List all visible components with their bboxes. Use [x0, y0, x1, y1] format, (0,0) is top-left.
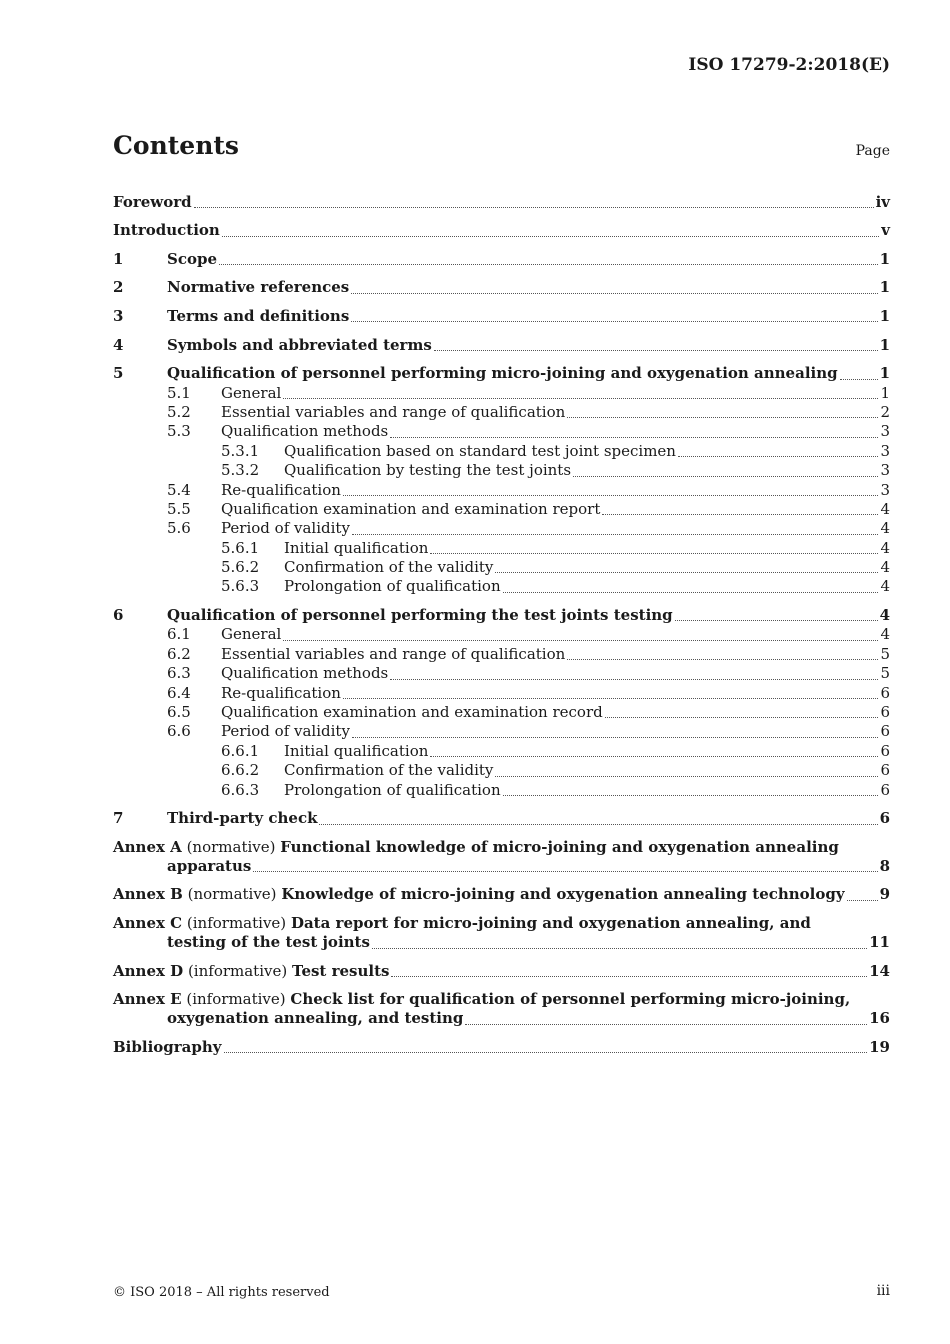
annex-label: Annex E — [113, 990, 182, 1008]
dot-leader — [567, 659, 878, 660]
toc-number: 7 — [113, 809, 124, 828]
toc-title: Period of validity — [221, 722, 350, 741]
toc-title: Foreword — [113, 192, 192, 211]
toc-title: Qualification of personnel performing the test joints testing — [167, 606, 673, 625]
annex-kind: (informative) — [187, 961, 288, 980]
toc-title: Terms and definitions — [167, 306, 350, 325]
dot-leader — [351, 321, 877, 322]
annex-kind: (normative) — [186, 837, 276, 856]
toc-entry-5-5[interactable] — [113, 500, 890, 519]
dot-leader — [503, 795, 879, 796]
toc-entry-6-6-3[interactable] — [113, 781, 890, 800]
toc-entry-6-3[interactable] — [113, 664, 890, 683]
toc-page: 3 — [880, 461, 890, 480]
annex-title: Data report for micro-joining and oxygenation annealing, and — [290, 913, 811, 932]
toc-page: 3 — [880, 441, 890, 460]
toc-page: iv — [875, 192, 890, 211]
toc-title: Re-qualification — [221, 480, 341, 499]
toc-page: 5 — [880, 644, 890, 663]
toc-title: Initial qualification — [284, 741, 429, 760]
toc-title: Initial qualification — [284, 538, 429, 557]
dot-leader — [343, 698, 879, 699]
toc-page: 6 — [880, 683, 890, 702]
toc-entry-section-6[interactable] — [113, 597, 890, 626]
annex-title: Check list for qualification of personnel performing micro-joining, — [290, 990, 851, 1008]
toc-number: 1 — [113, 249, 124, 268]
toc-page: 4 — [880, 558, 890, 577]
toc-title: Qualification methods — [221, 422, 389, 441]
toc-entry-scope[interactable] — [113, 241, 890, 270]
toc-page: 6 — [880, 780, 890, 799]
toc-entry-annex-e[interactable] — [113, 981, 890, 1029]
dot-leader — [495, 776, 878, 777]
page-column-label: Page — [855, 143, 890, 159]
annex-label: Annex B — [113, 885, 183, 904]
toc-page: 6 — [879, 809, 890, 828]
toc-number: 5.5 — [167, 499, 191, 518]
toc-entry-5-3-1[interactable] — [113, 442, 890, 461]
toc-number: 2 — [113, 278, 124, 297]
dot-leader — [573, 476, 878, 477]
toc-entry-annex-c[interactable] — [113, 905, 890, 953]
toc-number: 6.2 — [167, 644, 191, 663]
toc-title: Scope — [167, 249, 218, 268]
toc-page: 4 — [880, 538, 890, 557]
toc-title: Period of validity — [221, 519, 350, 538]
toc-title: Re-qualification — [221, 683, 341, 702]
toc-title: Essential variables and range of qualification — [221, 402, 566, 421]
toc-title: Prolongation of qualification — [284, 577, 501, 596]
toc-title: Bibliography — [113, 1037, 222, 1056]
toc-entry-6-1[interactable] — [113, 625, 890, 644]
toc-page: 1 — [879, 306, 890, 325]
table-of-contents — [113, 186, 890, 1057]
toc-entry-6-6-2[interactable] — [113, 761, 890, 780]
dot-leader — [319, 824, 877, 825]
annex-title: Test results — [292, 961, 390, 980]
toc-number: 6.5 — [167, 703, 191, 721]
toc-entry-5-4[interactable] — [113, 481, 890, 500]
toc-page: 1 — [879, 278, 890, 297]
annex-title: Functional knowledge of micro-joining and oxygenation annealing — [280, 837, 839, 856]
toc-number: 5.3 — [167, 422, 191, 441]
dot-leader — [675, 620, 878, 621]
toc-title: Confirmation of the validity — [284, 761, 494, 780]
toc-title: Third-party check — [167, 809, 318, 828]
toc-number: 5.3.2 — [221, 461, 260, 480]
toc-number: 3 — [113, 306, 124, 325]
toc-entry-5-6-2[interactable] — [113, 558, 890, 577]
annex-label: Annex D — [113, 961, 184, 980]
toc-number: 4 — [113, 335, 124, 354]
dot-leader — [283, 398, 878, 399]
dot-leader — [465, 1024, 867, 1025]
dot-leader — [283, 640, 878, 641]
annex-title-continued: oxygenation annealing, and testing — [167, 1009, 464, 1028]
toc-number: 6 — [113, 606, 124, 625]
dot-leader — [224, 1052, 868, 1053]
toc-title: Qualification examination and examination report — [221, 499, 601, 518]
annex-title: Knowledge of micro-joining and oxygenation annealing technology — [281, 885, 845, 904]
toc-page: 6 — [880, 722, 890, 741]
annex-title-continued: testing of the test joints — [167, 933, 370, 952]
toc-page: 4 — [880, 519, 890, 538]
toc-entry-5-6[interactable] — [113, 519, 890, 538]
toc-entry-section-5[interactable] — [113, 355, 890, 384]
dot-leader — [567, 417, 878, 418]
dot-leader — [503, 592, 879, 593]
toc-entry-foreword[interactable] — [113, 186, 890, 212]
toc-number: 6.6.3 — [221, 780, 260, 799]
toc-page: 9 — [879, 885, 890, 904]
toc-number: 5.6 — [167, 519, 191, 538]
toc-entry-6-4[interactable] — [113, 684, 890, 703]
dot-leader — [352, 534, 879, 535]
annex-kind: (informative) — [186, 913, 287, 932]
toc-title: Qualification by testing the test joints — [284, 461, 572, 480]
toc-number: 5.6.2 — [221, 558, 260, 577]
toc-entry-section-7[interactable] — [113, 800, 890, 829]
toc-title: Essential variables and range of qualification — [221, 644, 566, 663]
toc-page: 1 — [879, 335, 890, 354]
toc-page: 4 — [879, 606, 890, 625]
dot-leader — [605, 717, 879, 718]
dot-leader — [194, 207, 874, 208]
toc-title: General — [221, 625, 282, 644]
toc-page: v — [881, 221, 890, 240]
toc-page: 3 — [880, 422, 890, 441]
toc-entry-5-3-2[interactable] — [113, 461, 890, 480]
dot-leader — [352, 737, 879, 738]
toc-entry-5-2[interactable] — [113, 403, 890, 422]
toc-entry-symbols[interactable] — [113, 326, 890, 355]
annex-label: Annex A — [113, 837, 182, 856]
toc-title: Qualification methods — [221, 664, 389, 683]
toc-entry-terms-definitions[interactable] — [113, 298, 890, 327]
toc-page: 1 — [879, 249, 890, 268]
toc-number: 5 — [113, 364, 124, 383]
toc-number: 6.6 — [167, 722, 191, 741]
toc-page: 16 — [869, 1009, 890, 1028]
dot-leader — [495, 572, 878, 573]
toc-entry-5-6-1[interactable] — [113, 539, 890, 558]
toc-entry-5-6-3[interactable] — [113, 577, 890, 596]
toc-title: Introduction — [113, 221, 220, 240]
toc-page: 1 — [880, 383, 890, 402]
dot-leader — [343, 495, 879, 496]
toc-number: 5.6.3 — [221, 577, 260, 596]
dot-leader — [372, 948, 867, 949]
dot-leader — [222, 236, 879, 237]
toc-title: Qualification examination and examination record — [221, 703, 603, 721]
toc-entry-annex-a[interactable] — [113, 829, 890, 877]
toc-title: Normative references — [167, 278, 350, 297]
toc-page: 14 — [869, 961, 890, 980]
toc-entry-annex-d[interactable] — [113, 953, 890, 981]
toc-entry-6-2[interactable] — [113, 645, 890, 664]
dot-leader — [847, 900, 878, 901]
toc-page: 11 — [869, 933, 890, 952]
toc-page: 2 — [880, 402, 890, 421]
dot-leader — [253, 871, 877, 872]
annex-kind: (informative) — [186, 990, 286, 1008]
toc-title: Qualification of personnel performing micro-joining and oxygenation annealing — [167, 364, 838, 383]
dot-leader — [390, 679, 878, 680]
dot-leader — [219, 264, 878, 265]
toc-title: Prolongation of qualification — [284, 780, 501, 799]
toc-number: 6.6.1 — [221, 741, 260, 760]
toc-entry-bibliography[interactable] — [113, 1029, 890, 1057]
document-id: ISO 17279-2:2018(E) — [688, 55, 890, 75]
toc-number: 6.6.2 — [221, 761, 260, 780]
dot-leader — [602, 514, 878, 515]
dot-leader — [434, 350, 878, 351]
toc-title: Qualification based on standard test joint specimen — [284, 441, 676, 460]
toc-title: Symbols and abbreviated terms — [167, 335, 432, 354]
toc-entry-6-6[interactable] — [113, 722, 890, 741]
toc-number: 5.2 — [167, 402, 191, 421]
toc-number: 5.1 — [167, 383, 191, 402]
toc-number: 6.4 — [167, 683, 191, 702]
toc-title: Confirmation of the validity — [284, 558, 494, 577]
dot-leader — [678, 456, 878, 457]
annex-kind: (normative) — [187, 885, 277, 904]
dot-leader — [430, 756, 878, 757]
toc-page: 19 — [869, 1037, 890, 1056]
toc-number: 6.3 — [167, 664, 191, 683]
toc-number: 6.1 — [167, 625, 191, 644]
toc-page: 5 — [880, 664, 890, 683]
dot-leader — [430, 553, 878, 554]
annex-label: Annex C — [113, 913, 183, 932]
toc-entry-5-1[interactable] — [113, 384, 890, 403]
toc-page: 4 — [880, 625, 890, 644]
toc-page: 4 — [880, 499, 890, 518]
dot-leader — [391, 976, 867, 977]
toc-page: 3 — [880, 480, 890, 499]
toc-entry-5-3[interactable] — [113, 422, 890, 441]
toc-number: 5.6.1 — [221, 538, 260, 557]
toc-entry-introduction[interactable] — [113, 212, 890, 241]
dot-leader — [390, 437, 878, 438]
toc-title: General — [221, 383, 282, 402]
toc-page: 8 — [879, 856, 890, 875]
toc-page: 6 — [880, 761, 890, 780]
dot-leader — [351, 293, 877, 294]
toc-entry-6-6-1[interactable] — [113, 742, 890, 761]
toc-page: 6 — [880, 741, 890, 760]
copyright-notice: © ISO 2018 – All rights reserved — [113, 1285, 330, 1300]
page-title: Contents — [113, 131, 240, 160]
toc-page: 6 — [880, 703, 890, 721]
toc-number: 5.3.1 — [221, 441, 260, 460]
toc-number: 5.4 — [167, 480, 191, 499]
annex-title-continued: apparatus — [167, 856, 252, 875]
toc-entry-annex-b[interactable] — [113, 876, 890, 904]
toc-page: 1 — [879, 364, 890, 383]
toc-page: 4 — [880, 577, 890, 596]
page-number: iii — [876, 1283, 890, 1299]
dot-leader — [840, 379, 878, 380]
toc-entry-normative-references[interactable] — [113, 269, 890, 298]
toc-entry-6-5[interactable] — [113, 703, 890, 722]
